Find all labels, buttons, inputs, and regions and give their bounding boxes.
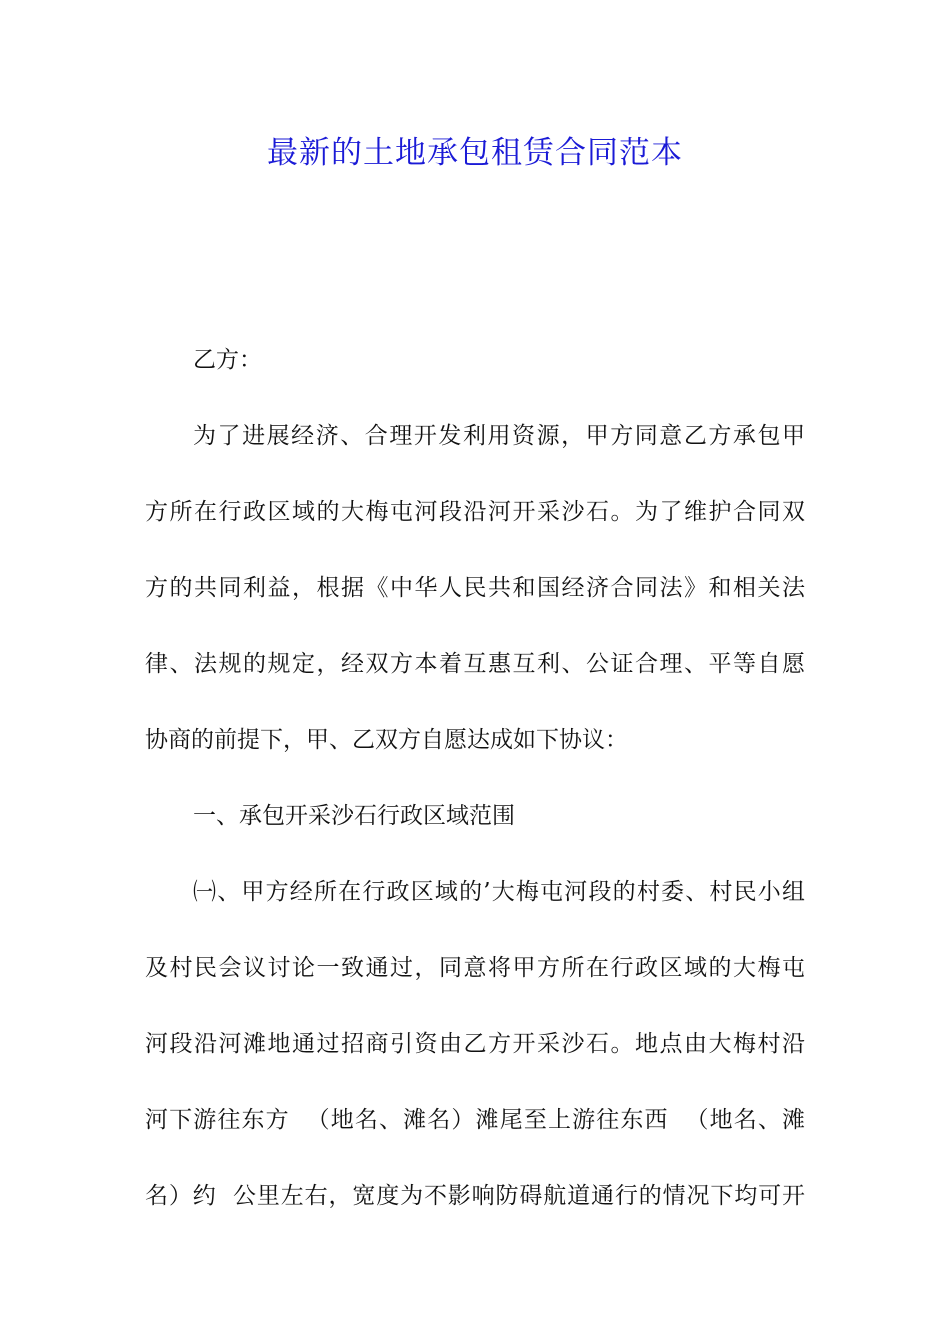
paragraph-line: 律、法规的规定，经双方本着互惠互利、公证合理、平等自愿 <box>145 651 805 677</box>
document-body <box>145 338 805 1250</box>
paragraph-line: 为了进展经济、合理开发利用资源，甲方同意乙方承包甲 <box>193 423 805 449</box>
paragraph-line: ㈠、甲方经所在行政区域的’大梅屯河段的村委、村民小组 <box>193 879 805 905</box>
document-title: 最新的土地承包租赁合同范本 <box>267 135 683 171</box>
paragraph-line: 方所在行政区域的大梅屯河段沿河开采沙石。为了维护合同双 <box>145 499 805 525</box>
paragraph-line: 名）约 公里左右，宽度为不影响防碍航道通行的情况下均可开 <box>145 1183 805 1209</box>
section-heading: 一、承包开采沙石行政区域范围 <box>193 803 515 829</box>
paragraph-line: 河段沿河滩地通过招商引资由乙方开采沙石。地点由大梅村沿 <box>145 1031 805 1057</box>
paragraph-line: 方的共同利益，根据《中华人民共和国经济合同法》和相关法 <box>145 575 805 601</box>
paragraph-line: 河下游往东方 （地名、滩名）滩尾至上游往东西 （地名、滩 <box>145 1107 805 1133</box>
paragraph-line: 及村民会议讨论一致通过，同意将甲方所在行政区域的大梅屯 <box>145 955 805 981</box>
paragraph-line: 协商的前提下，甲、乙双方自愿达成如下协议： <box>145 727 628 753</box>
paragraph-line: 乙方： <box>193 347 262 373</box>
